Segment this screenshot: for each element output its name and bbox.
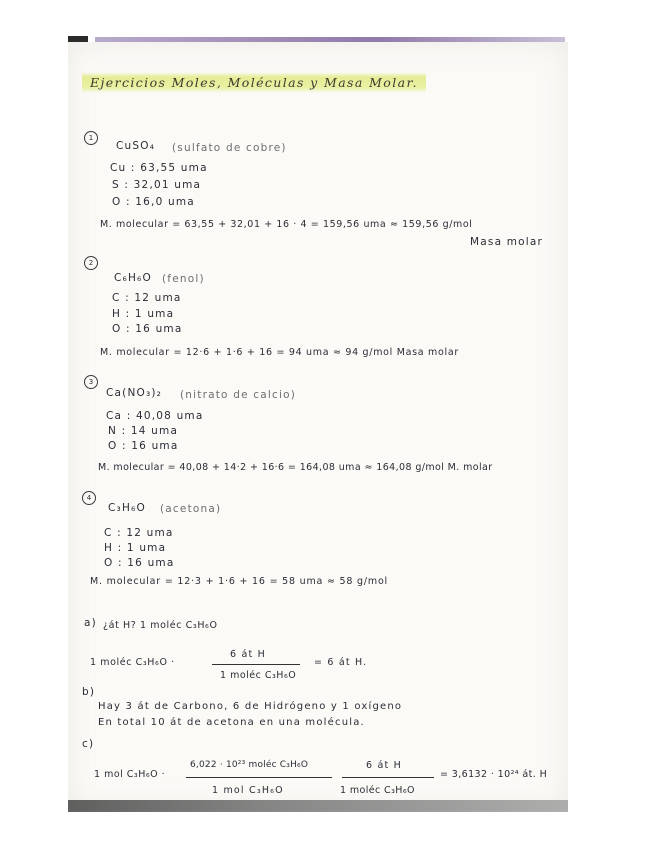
part-a-result: = 6 át H. (314, 657, 368, 668)
exercise-number-1: 1 (84, 131, 98, 145)
part-c-label: c) (82, 738, 95, 750)
ex1-line-3: O : 16,0 uma (112, 196, 195, 208)
part-a-label: a) (84, 617, 97, 629)
part-a-question: ¿át H? 1 moléc C₃H₆O (103, 620, 218, 631)
part-c-numerator-2: 6 át H (366, 760, 402, 771)
ex4-formula: C₃H₆O (108, 502, 146, 514)
ex1-compound-name: (sulfato de cobre) (172, 142, 287, 154)
page-title: Ejercicios Moles, Moléculas y Masa Molar. (82, 72, 426, 93)
part-a-denominator: 1 moléc C₃H₆O (220, 670, 297, 681)
part-a-numerator: 6 át H (230, 649, 266, 660)
ex2-calculation: M. molecular = 12·6 + 1·6 + 16 = 94 uma ≈ 94 g/mol Masa molar (100, 347, 459, 358)
part-c-denominator-2: 1 moléc C₃H₆O (340, 785, 415, 796)
part-b-line-1: Hay 3 át de Carbono, 6 de Hidrógeno y 1 oxígeno (98, 701, 403, 712)
part-b-line-2: En total 10 át de acetona en una molécula. (98, 717, 365, 728)
ex3-formula: Ca(NO₃)₂ (106, 387, 163, 399)
ex4-line-3: O : 16 uma (104, 557, 175, 569)
exercise-number-2: 2 (84, 256, 98, 270)
ex4-line-2: H : 1 uma (104, 542, 167, 554)
ex1-calculation: M. molecular = 63,55 + 32,01 + 16 · 4 = 159,56 uma ≈ 159,56 g/mol (100, 219, 473, 230)
part-c-fraction-bar-2 (342, 777, 434, 778)
ex4-calculation: M. molecular = 12·3 + 1·6 + 16 = 58 uma ≈ 58 g/mol (90, 576, 388, 587)
ex3-line-1: Ca : 40,08 uma (106, 410, 204, 422)
ex1-formula: CuSO₄ (116, 140, 156, 152)
exercise-number-3: 3 (84, 375, 98, 389)
part-c-numerator-1: 6,022 · 10²³ moléc C₃H₆O (190, 760, 309, 770)
ex3-calculation: M. molecular = 40,08 + 14·2 + 16·6 = 164,08 uma ≈ 164,08 g/mol M. molar (98, 462, 493, 473)
ex2-line-1: C : 12 uma (112, 292, 182, 304)
exercise-number-4: 4 (82, 491, 96, 505)
part-c-lhs: 1 mol C₃H₆O · (94, 769, 166, 780)
ex3-compound-name: (nitrato de calcio) (180, 389, 297, 401)
part-c-denominator-1: 1 mol C₃H₆O (212, 785, 284, 796)
part-c-fraction-bar-1 (186, 777, 332, 778)
part-a-fraction-bar (212, 664, 300, 665)
ex1-line-1: Cu : 63,55 uma (110, 162, 208, 174)
part-c-result: = 3,6132 · 10²⁴ át. H (440, 769, 548, 780)
ex2-line-3: O : 16 uma (112, 323, 183, 335)
ex1-note: Masa molar (470, 236, 544, 248)
ex1-line-2: S : 32,01 uma (112, 179, 202, 191)
ex3-line-3: O : 16 uma (108, 440, 179, 452)
ex4-compound-name: (acetona) (160, 503, 222, 515)
part-b-label: b) (82, 686, 96, 698)
ex2-line-2: H : 1 uma (112, 308, 175, 320)
scan-bottom-border (68, 800, 568, 812)
ex4-line-1: C : 12 uma (104, 527, 174, 539)
ex3-line-2: N : 14 uma (108, 425, 179, 437)
part-a-lhs: 1 moléc C₃H₆O · (90, 657, 175, 668)
ex2-compound-name: (fenol) (162, 273, 205, 285)
ex2-formula: C₆H₆O (114, 272, 152, 284)
